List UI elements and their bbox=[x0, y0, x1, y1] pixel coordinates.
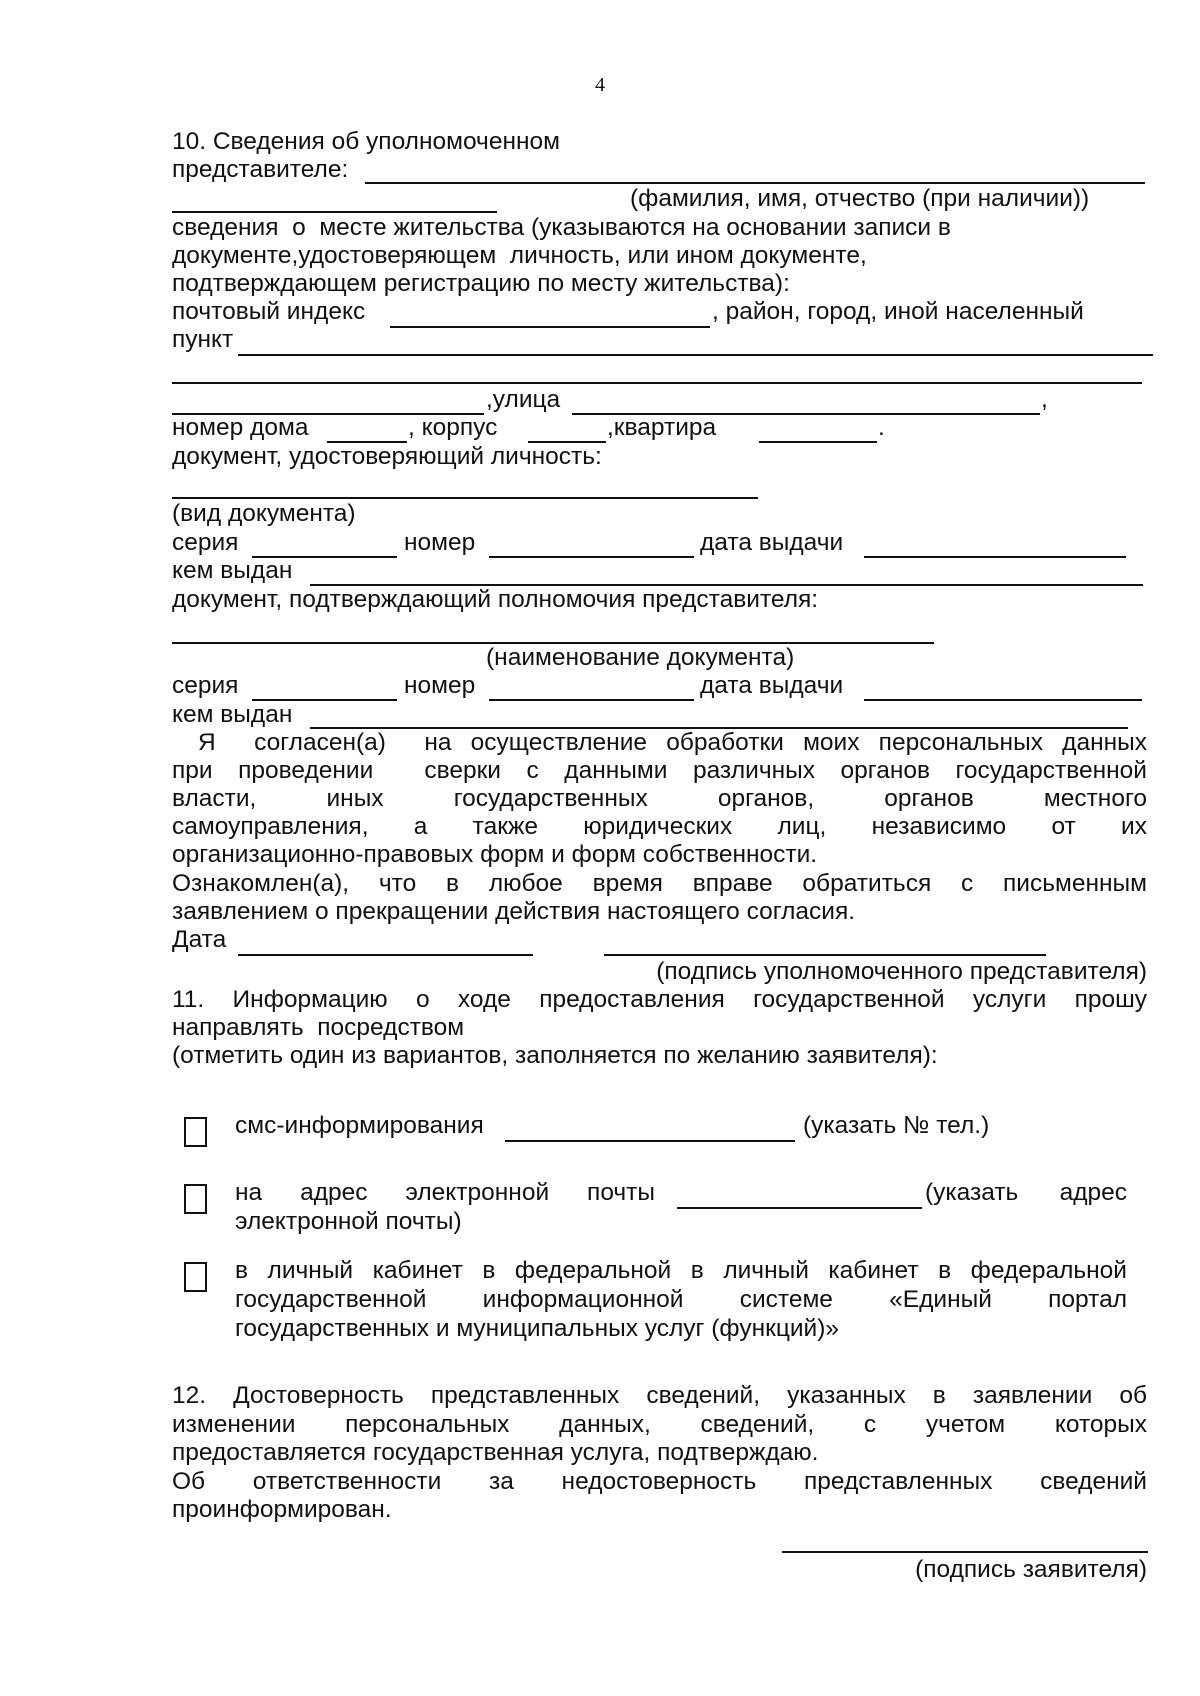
sms-label: смс-информирования bbox=[235, 1112, 484, 1139]
kvartira-label: ,квартира bbox=[607, 414, 717, 441]
issue-date-label-2: дата выдачи bbox=[700, 672, 844, 699]
id-doc-label: документ, удостоверяющий личность: bbox=[172, 443, 602, 470]
section12-text-3: предоставляется государственная услуга, подтверждаю. bbox=[172, 1439, 819, 1466]
district-label: , район, город, иной населенный bbox=[712, 298, 1084, 325]
portal-label-1: в личный кабинет в федеральной в личный кабинет в федеральной bbox=[235, 1257, 1127, 1284]
portal-label-2: государственной информационной системе «Единый портал bbox=[235, 1286, 1127, 1313]
section12-text-2: изменении персональных данных, сведений, с учетом которых bbox=[172, 1411, 1147, 1438]
issuer-label-2: кем выдан bbox=[172, 701, 293, 728]
applicant-signature-hint: (подпись заявителя) bbox=[915, 1556, 1147, 1583]
postal-label: почтовый индекс bbox=[172, 298, 366, 325]
section11-heading-1: 11. Информацию о ходе предоставления государственной услуги прошу bbox=[172, 986, 1147, 1013]
email-field[interactable] bbox=[677, 1207, 922, 1209]
street-label: ,улица bbox=[486, 386, 561, 413]
section12-text-5: проинформирован. bbox=[172, 1496, 392, 1523]
locality-label: пункт bbox=[172, 326, 234, 353]
representative-signature-line[interactable] bbox=[604, 954, 1046, 956]
page-number: 4 bbox=[595, 74, 605, 96]
rep-signature-hint: (подпись уполномоченного представителя) bbox=[656, 958, 1147, 985]
consent-text-2: при проведении сверки с данными различных органов государственной bbox=[172, 757, 1147, 784]
locality-field[interactable] bbox=[238, 354, 1153, 356]
id-number-field[interactable] bbox=[489, 556, 694, 558]
consent-text-7: заявлением о прекращении действия настоящего согласия. bbox=[172, 898, 856, 925]
house-label: номер дома bbox=[172, 414, 309, 441]
section11-heading-2: направлять посредством bbox=[172, 1014, 465, 1041]
consent-text-4: самоуправления, а также юридических лиц, независимо от их bbox=[172, 813, 1147, 840]
doc-name-hint: (наименование документа) bbox=[486, 644, 795, 671]
residence-text-3: подтверждающем регистрацию по месту жительства): bbox=[172, 270, 790, 297]
id-issue-date-field[interactable] bbox=[864, 556, 1126, 558]
email-label: на адрес электронной почты bbox=[235, 1179, 655, 1206]
representative-label: представителе: bbox=[172, 156, 349, 183]
postal-code-field[interactable] bbox=[390, 326, 710, 328]
fio-hint: (фамилия, имя, отчество (при наличии)) bbox=[630, 185, 1090, 212]
doc-type-hint: (вид документа) bbox=[172, 500, 356, 527]
apartment-field[interactable] bbox=[759, 441, 877, 443]
residence-text-1: сведения о месте жительства (указываются на основании записи в bbox=[172, 214, 951, 241]
portal-label-3: государственных и муниципальных услуг (функций)» bbox=[235, 1315, 840, 1342]
auth-number-field[interactable] bbox=[489, 699, 694, 701]
period: . bbox=[878, 414, 885, 441]
section12-text-4: Об ответственности за недостоверность представленных сведений bbox=[172, 1468, 1147, 1495]
korpus-label: , корпус bbox=[408, 414, 498, 441]
consent-text-5: организационно-правовых форм и форм собственности. bbox=[172, 841, 818, 868]
date-label: Дата bbox=[172, 926, 227, 953]
locality-field-cont[interactable] bbox=[172, 382, 1142, 384]
issuer-label: кем выдан bbox=[172, 557, 293, 584]
nomer-label-2: номер bbox=[404, 672, 476, 699]
section12-text-1: 12. Достоверность представленных сведений, указанных в заявлении об bbox=[172, 1382, 1147, 1409]
auth-issue-date-field[interactable] bbox=[864, 699, 1142, 701]
section10-heading: 10. Сведения об уполномоченном bbox=[172, 128, 560, 155]
nomer-label: номер bbox=[404, 529, 476, 556]
residence-text-2: документе,удостоверяющем личность, или ином документе, bbox=[172, 242, 867, 269]
phone-field[interactable] bbox=[505, 1140, 795, 1142]
phone-hint: (указать № тел.) bbox=[803, 1112, 990, 1139]
email-hint-cont: электронной почты) bbox=[235, 1208, 462, 1235]
sms-checkbox[interactable] bbox=[184, 1117, 207, 1147]
date-field[interactable] bbox=[238, 954, 533, 956]
street-comma: , bbox=[1041, 386, 1048, 413]
email-checkbox[interactable] bbox=[184, 1184, 207, 1214]
issue-date-label: дата выдачи bbox=[700, 529, 844, 556]
section11-hint: (отметить один из вариантов, заполняется по желанию заявителя): bbox=[172, 1042, 938, 1069]
portal-checkbox[interactable] bbox=[184, 1262, 207, 1292]
seria-label-2: серия bbox=[172, 672, 239, 699]
applicant-signature-line[interactable] bbox=[782, 1551, 1148, 1553]
auth-doc-label: документ, подтверждающий полномочия представителя: bbox=[172, 586, 819, 613]
consent-text-3: власти, иных государственных органов, органов местного bbox=[172, 785, 1147, 812]
email-hint: (указать адрес bbox=[925, 1179, 1127, 1206]
consent-text-6: Ознакомлен(а), что в любое время вправе обратиться с письменным bbox=[172, 870, 1147, 897]
consent-text-1: Я согласен(а) на осуществление обработки моих персональных данных bbox=[198, 729, 1147, 756]
seria-label: серия bbox=[172, 529, 239, 556]
